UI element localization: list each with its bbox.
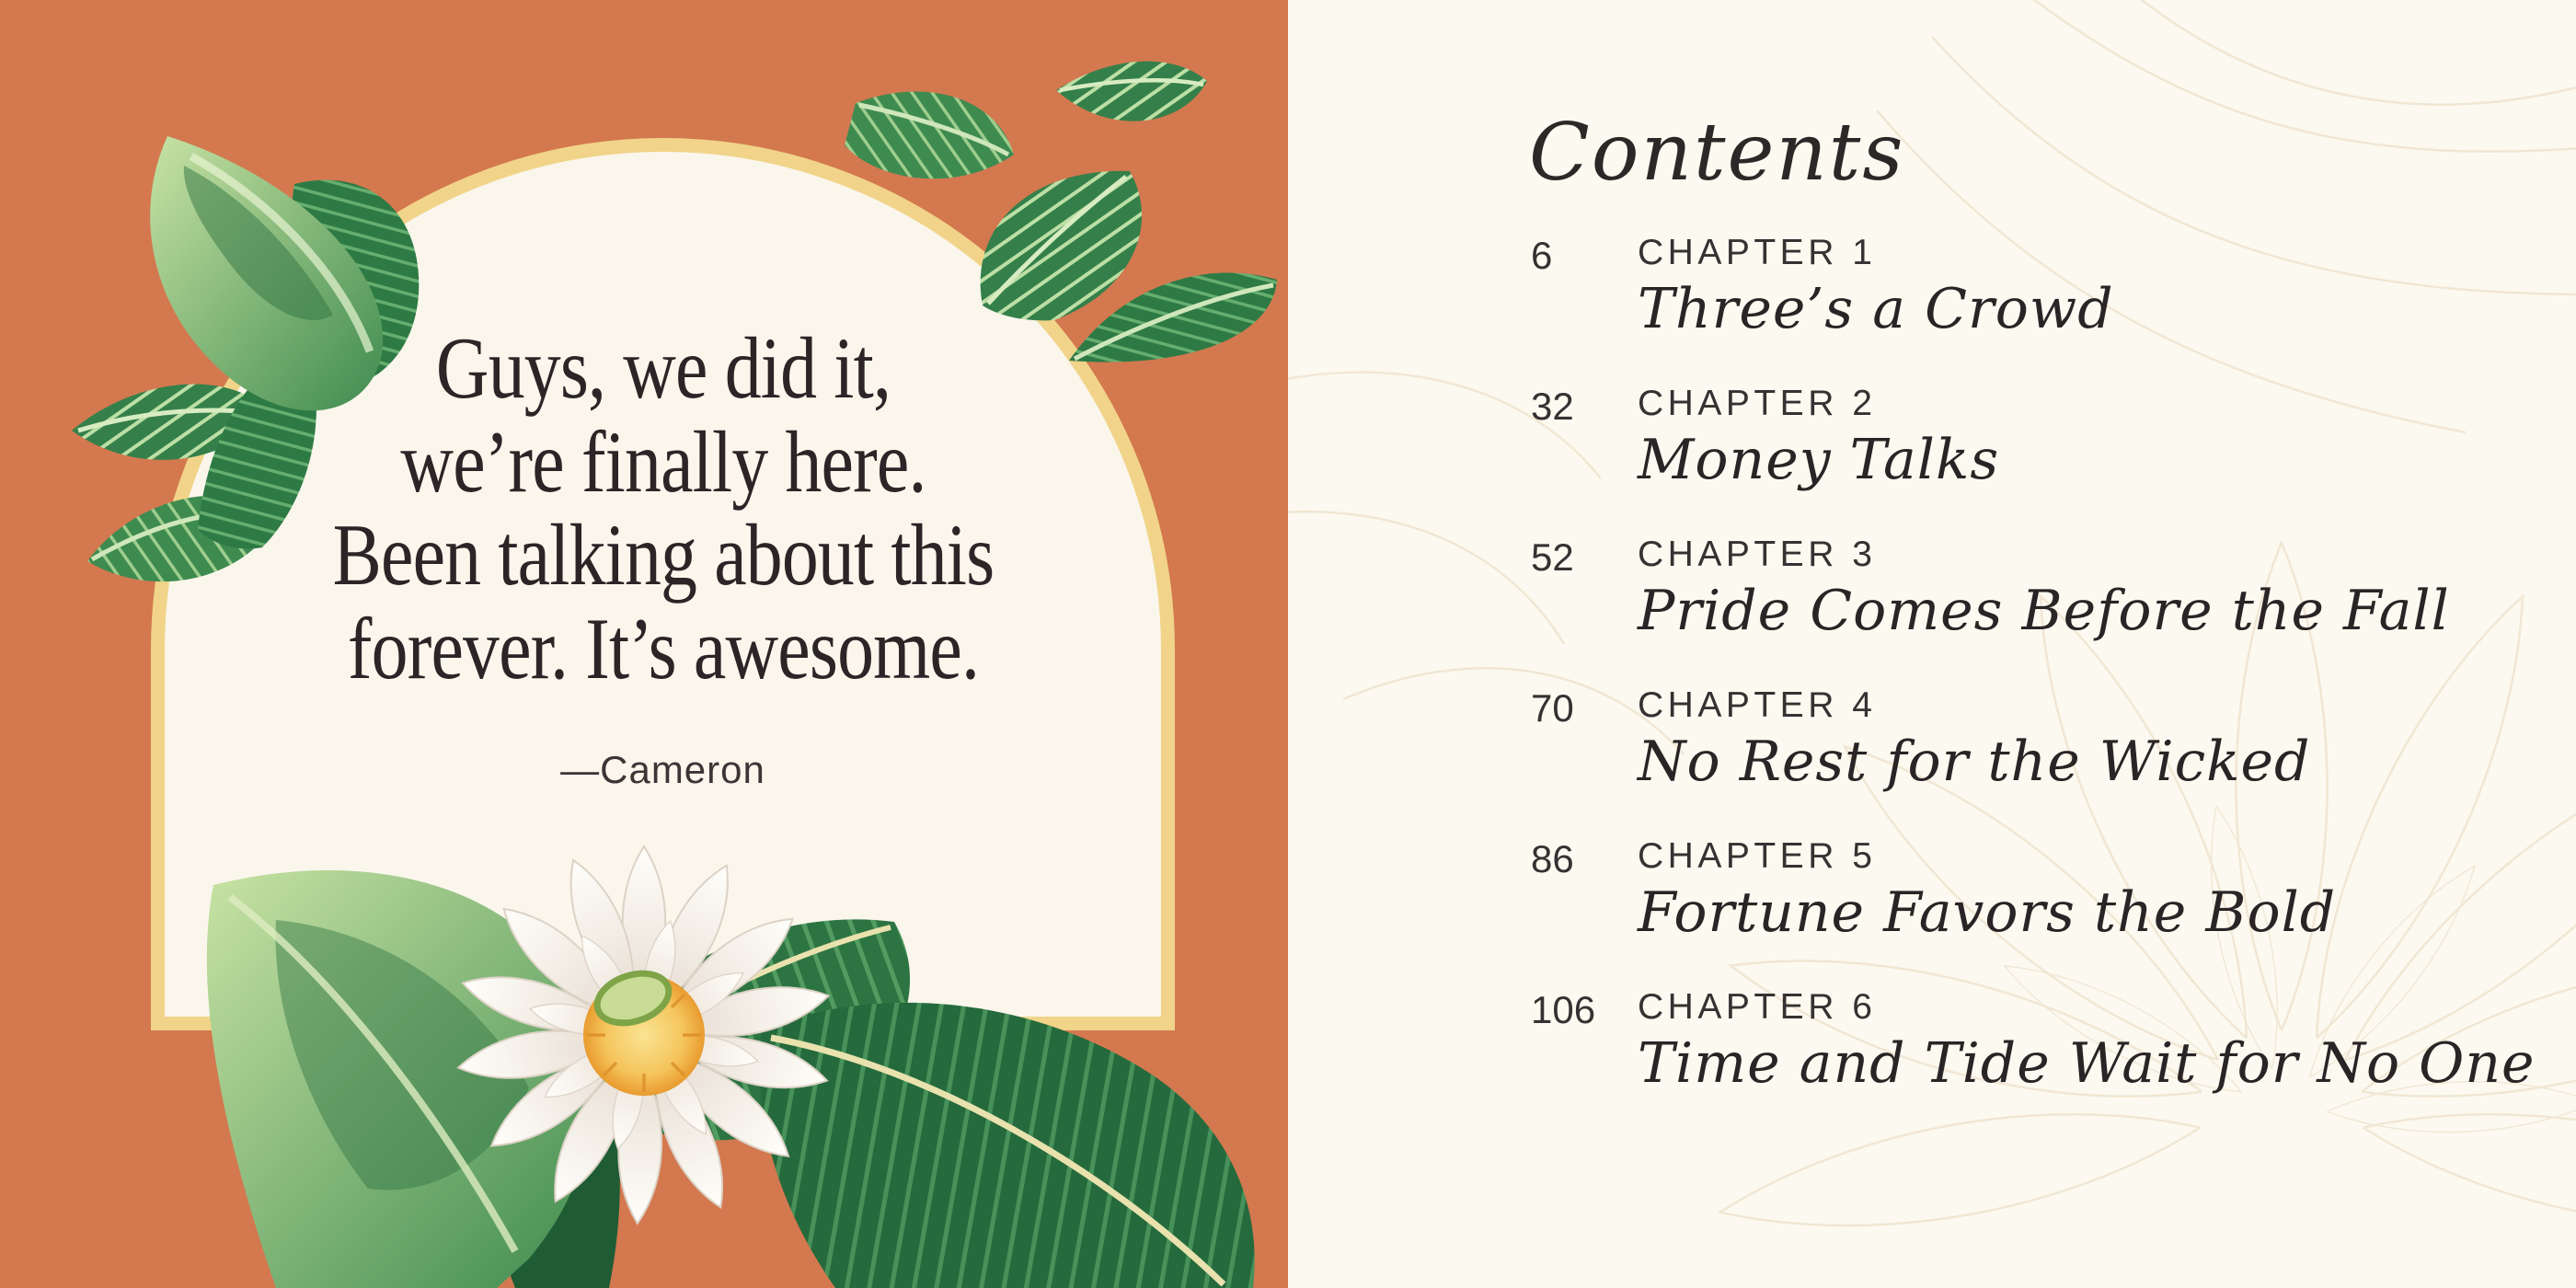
- toc-chapter-title: Pride Comes Before the Fall: [1638, 578, 2450, 643]
- toc-chapter-label: CHAPTER 6: [1638, 986, 1877, 1027]
- toc-chapter-title: No Rest for the Wicked: [1638, 729, 2311, 794]
- toc-entry: [1531, 835, 2521, 944]
- toc-page-number: 6: [1531, 234, 1553, 277]
- arch-frame: [151, 138, 1175, 1030]
- contents-page: [1288, 0, 2576, 1288]
- toc-entry: [1531, 534, 2521, 642]
- toc-page-number: 52: [1531, 535, 1574, 579]
- quote-line: Guys, we did it,: [435, 319, 891, 417]
- toc-chapter-title: Money Talks: [1638, 427, 2000, 492]
- toc-chapter-title: Three’s a Crowd: [1638, 276, 2114, 341]
- quote-attribution: —Cameron: [560, 748, 765, 791]
- quote-line: Been talking about this: [332, 506, 994, 604]
- toc-page-number: 106: [1531, 987, 1596, 1031]
- table-of-contents: [1531, 232, 2536, 1137]
- quote-line: forever. It’s awesome.: [347, 599, 979, 697]
- toc-chapter-label: CHAPTER 4: [1638, 684, 1877, 725]
- toc-chapter-label: CHAPTER 3: [1638, 534, 1877, 574]
- toc-entry: [1531, 383, 2521, 491]
- toc-chapter-title: Time and Tide Wait for No One: [1638, 1030, 2536, 1096]
- toc-chapter-label: CHAPTER 1: [1638, 233, 1877, 272]
- toc-entry: [1531, 232, 2521, 340]
- toc-entry: [1531, 986, 2536, 1096]
- quote-line: we’re finally here.: [399, 412, 926, 511]
- contents-heading: Contents: [1529, 107, 1905, 199]
- toc-page-number: 70: [1531, 685, 1574, 730]
- toc-chapter-label: CHAPTER 5: [1638, 835, 1877, 876]
- toc-page-number: 86: [1531, 836, 1574, 880]
- toc-chapter-title: Fortune Favors the Bold: [1638, 880, 2337, 945]
- quote: [161, 319, 1166, 697]
- toc-chapter-label: CHAPTER 2: [1638, 383, 1877, 423]
- toc-page-number: 32: [1531, 384, 1574, 428]
- toc-entry: [1531, 684, 2521, 793]
